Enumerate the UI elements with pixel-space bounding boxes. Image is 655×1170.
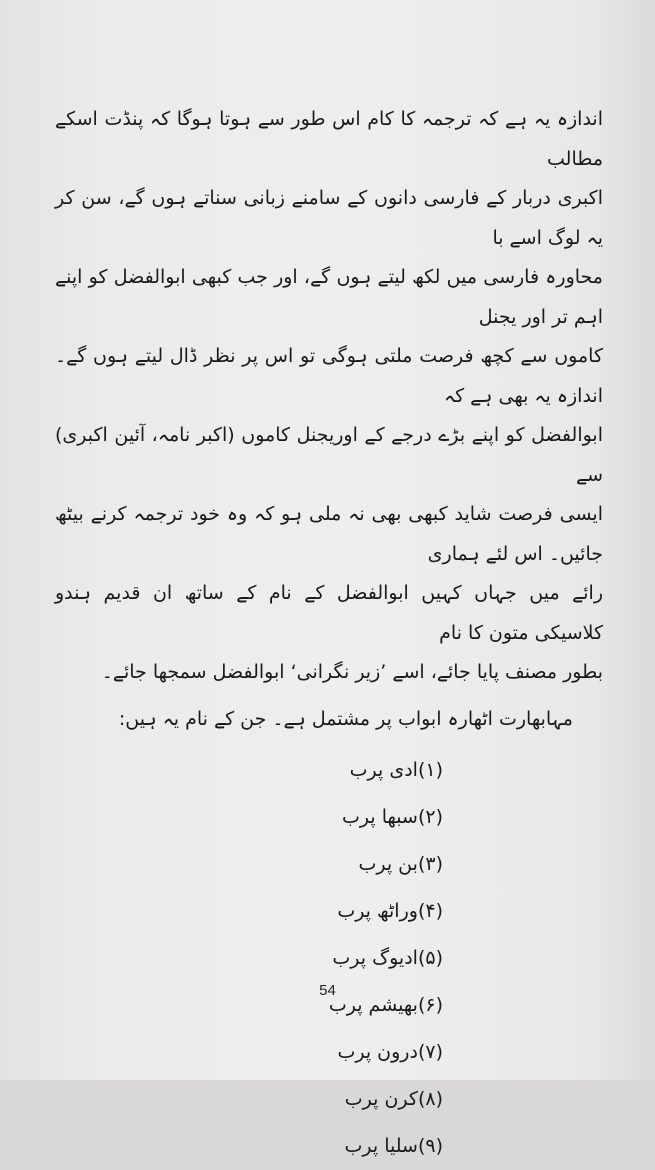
paragraph-line: اکبری دربار کے فارسی دانوں کے سامنے زبانی سناتے ہوں گے، سن کر یہ لوگ اسے با bbox=[55, 187, 603, 249]
paragraph-line: ابوالفضل کو اپنے بڑے درجے کے اوریجنل کاموں (اکبر نامہ، آئین اکبری) سے bbox=[55, 424, 603, 486]
paragraph-line: اندازہ یہ ہے کہ ترجمہ کا کام اس طور سے ہوتا ہوگا کہ پنڈت اسکے مطالب bbox=[55, 108, 603, 170]
list-item bbox=[55, 1076, 603, 1123]
page-text bbox=[55, 100, 603, 1170]
books-intro: مہابھارت اٹھارہ ابواب پر مشتمل ہے۔ جن کے نام یہ ہیں: bbox=[118, 707, 573, 730]
item-name: وراٹھ پرب bbox=[337, 899, 418, 922]
paragraph-line: ایسی فرصت شاید کبھی بھی نہ ملی ہو کہ وہ خود ترجمہ کرنے بیٹھ جائیں۔ اس لئے ہماری bbox=[55, 503, 603, 565]
list-item bbox=[55, 1029, 603, 1076]
item-number: (۶) bbox=[417, 993, 443, 1016]
item-name: بھیشم پرب bbox=[328, 993, 418, 1016]
item-name: ادیوگ پرب bbox=[332, 946, 418, 969]
list-item bbox=[55, 1123, 603, 1170]
paragraph-line: رائے میں جہاں کہیں ابوالفضل کے نام کے ساتھ ان قدیم ہندو کلاسیکی متون کا نام bbox=[55, 582, 603, 644]
item-number: (۸) bbox=[417, 1087, 443, 1110]
list-item bbox=[55, 747, 603, 794]
books-list bbox=[55, 747, 603, 1170]
item-name: کرن پرب bbox=[344, 1087, 418, 1110]
item-name: سبھا پرب bbox=[342, 805, 418, 828]
item-number: (۹) bbox=[417, 1134, 443, 1157]
paragraph-line: بطور مصنف پایا جائے، اسے ’زیر نگرانی‘ ابوالفضل سمجھا جائے۔ bbox=[101, 661, 603, 683]
item-name: بن پرب bbox=[358, 852, 418, 875]
item-name: سلیا پرب bbox=[344, 1134, 418, 1157]
list-item bbox=[55, 794, 603, 841]
item-number: (۵) bbox=[417, 946, 443, 969]
item-number: (۴) bbox=[417, 899, 443, 922]
list-item bbox=[55, 935, 603, 982]
item-number: (۷) bbox=[417, 1040, 443, 1063]
main-paragraph bbox=[55, 100, 603, 693]
list-item bbox=[55, 841, 603, 888]
item-name: درون پرب bbox=[337, 1040, 418, 1063]
item-number: (۲) bbox=[417, 805, 443, 828]
item-number: (۱) bbox=[417, 758, 443, 781]
item-number: (۳) bbox=[417, 852, 443, 875]
list-item bbox=[55, 888, 603, 935]
paragraph-line: محاورہ فارسی میں لکھ لیتے ہوں گے، اور جب کبھی ابوالفضل کو اپنے اہم تر اور یجنل bbox=[55, 266, 603, 328]
page-number: 54 bbox=[319, 982, 336, 999]
item-name: ادی پرب bbox=[349, 758, 418, 781]
paragraph-line: کاموں سے کچھ فرصت ملتی ہوگی تو اس پر نظر ڈال لیتے ہوں گے۔ اندازہ یہ بھی ہے کہ bbox=[55, 345, 603, 407]
